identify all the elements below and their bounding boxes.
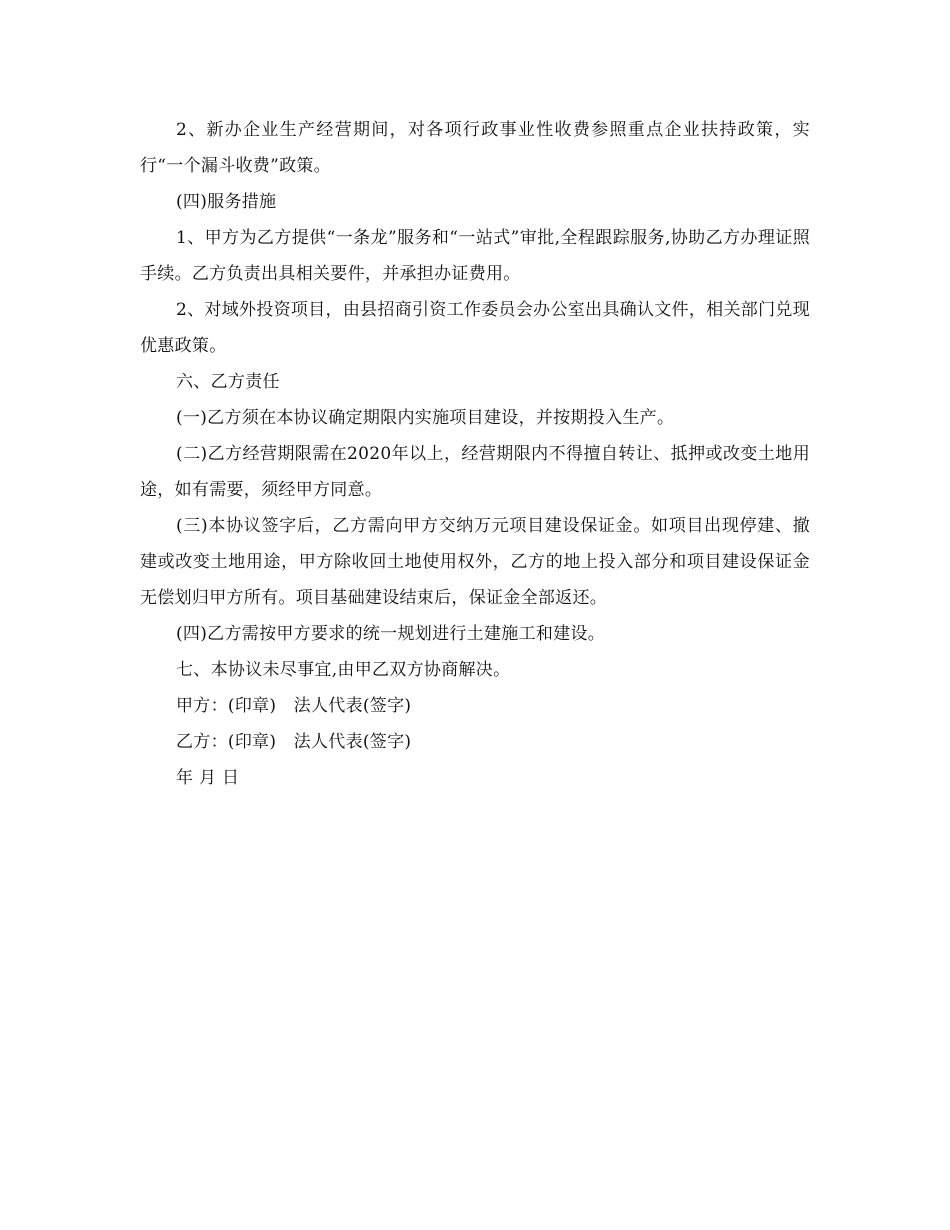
paragraph-negotiation: 七、本协议未尽事宜,由甲乙双方协商解决。 xyxy=(176,660,511,680)
paragraph-one-stop-service: 1、甲方为乙方提供“一条龙”服务和“一站式”审批,全程跟踪服务,协助乙方办理证照手续。乙方负责出具相关要件，并承担办证费用。 xyxy=(140,228,810,284)
paragraph-planning: (四)乙方需按甲方要求的统一规划进行土建施工和建设。 xyxy=(176,624,606,644)
paragraph-fee-policy: 2、新办企业生产经营期间，对各项行政事业性收费参照重点企业扶持政策，实行“一个漏斗收费”政策。 xyxy=(140,120,810,176)
paragraph-deposit: (三)本协议签字后，乙方需向甲方交纳万元项目建设保证金。如项目出现停建、撤建或改变土地用途，甲方除收回土地使用权外，乙方的地上投入部分和项目建设保证金无偿划归甲方所有。项目基础建设结束后，保证金全部返还。 xyxy=(140,516,810,608)
paragraph-operation-term: (二)乙方经营期限需在2020年以上，经营期限内不得擅自转让、抵押或改变土地用途，如有需要，须经甲方同意。 xyxy=(140,444,810,500)
heading-party-b-responsibility: 六、乙方责任 xyxy=(176,372,280,392)
signature-party-b: 乙方：(印章) 法人代表(签字) xyxy=(176,732,412,752)
heading-service-measures: (四)服务措施 xyxy=(176,192,277,212)
paragraph-external-investment: 2、对域外投资项目，由县招商引资工作委员会办公室出具确认文件，相关部门兑现优惠政策。 xyxy=(140,300,810,356)
paragraph-project-construction: (一)乙方须在本协议确定期限内实施项目建设，并按期投入生产。 xyxy=(176,408,675,428)
document-page xyxy=(140,112,810,796)
signature-party-a: 甲方：(印章) 法人代表(签字) xyxy=(176,696,412,716)
signature-date: 年 月 日 xyxy=(176,768,240,788)
